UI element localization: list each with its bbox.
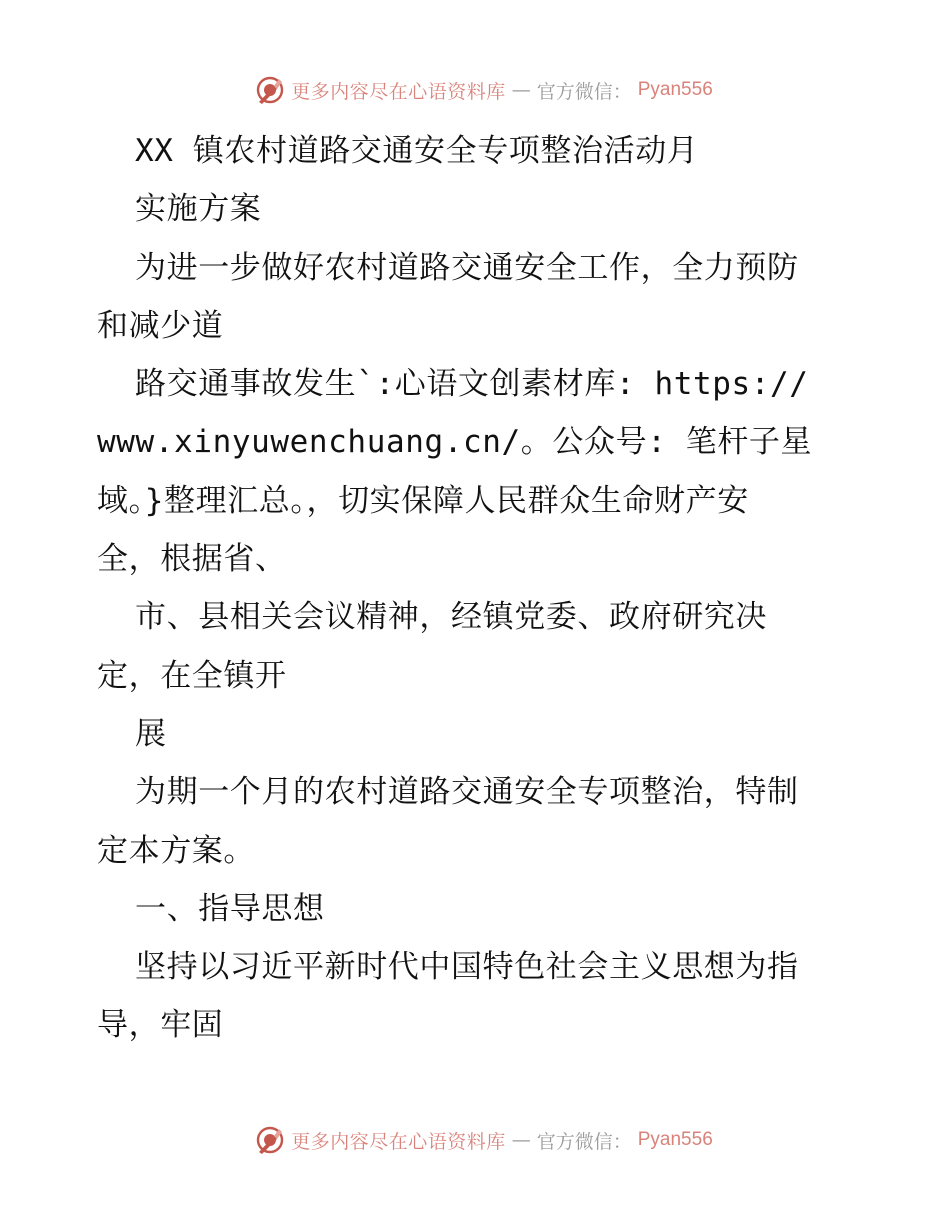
footer-banner-content [255,1125,713,1155]
banner-dash: — [511,1129,531,1151]
banner-site-name: 更多内容尽在心语资料库 [291,1130,506,1153]
banner-wechat-id: Pyan556 [637,1129,713,1150]
banner-dash: — [511,79,531,101]
paragraph-line: 展 [135,715,167,752]
paragraph-line: 定，在全镇开 [97,657,287,694]
paragraph-line: 域。}整理汇总。，切实保障人民群众生命财产安 [97,482,749,519]
header-banner [0,70,950,110]
section-heading: 一、指导思想 [135,890,325,927]
banner-site-name: 更多内容尽在心语资料库 [291,80,506,103]
document-subtitle: 实施方案 [135,191,262,228]
pen-logo-icon [255,1125,285,1155]
paragraph-line: 路交通事故发生`:心语文创素材库: https:// [135,366,809,403]
document-body [97,122,857,1055]
paragraph-line: 定本方案。 [97,832,255,869]
banner-wechat-label: 官方微信： [536,1130,632,1153]
banner-wechat-label: 官方微信： [536,80,632,103]
footer-banner [0,1120,950,1160]
header-banner-content [255,75,713,105]
paragraph-line: 为进一步做好农村道路交通安全工作，全力预防 [135,249,799,286]
paragraph-line: 全，根据省、 [97,541,287,578]
paragraph-line: 为期一个月的农村道路交通安全专项整治，特制 [135,774,799,811]
paragraph-line: www.xinyuwenchuang.cn/。公众号: 笔杆子星 [97,424,813,461]
paragraph-line: 导，牢固 [97,1007,224,1044]
paragraph-line: 市、县相关会议精神，经镇党委、政府研究决 [135,599,767,636]
paragraph-line: 坚持以习近平新时代中国特色社会主义思想为指 [135,949,799,986]
banner-wechat-id: Pyan556 [637,79,713,100]
paragraph-line: 和减少道 [97,307,224,344]
document-title: XX 镇农村道路交通安全专项整治活动月 [135,133,699,169]
pen-logo-icon [255,75,285,105]
